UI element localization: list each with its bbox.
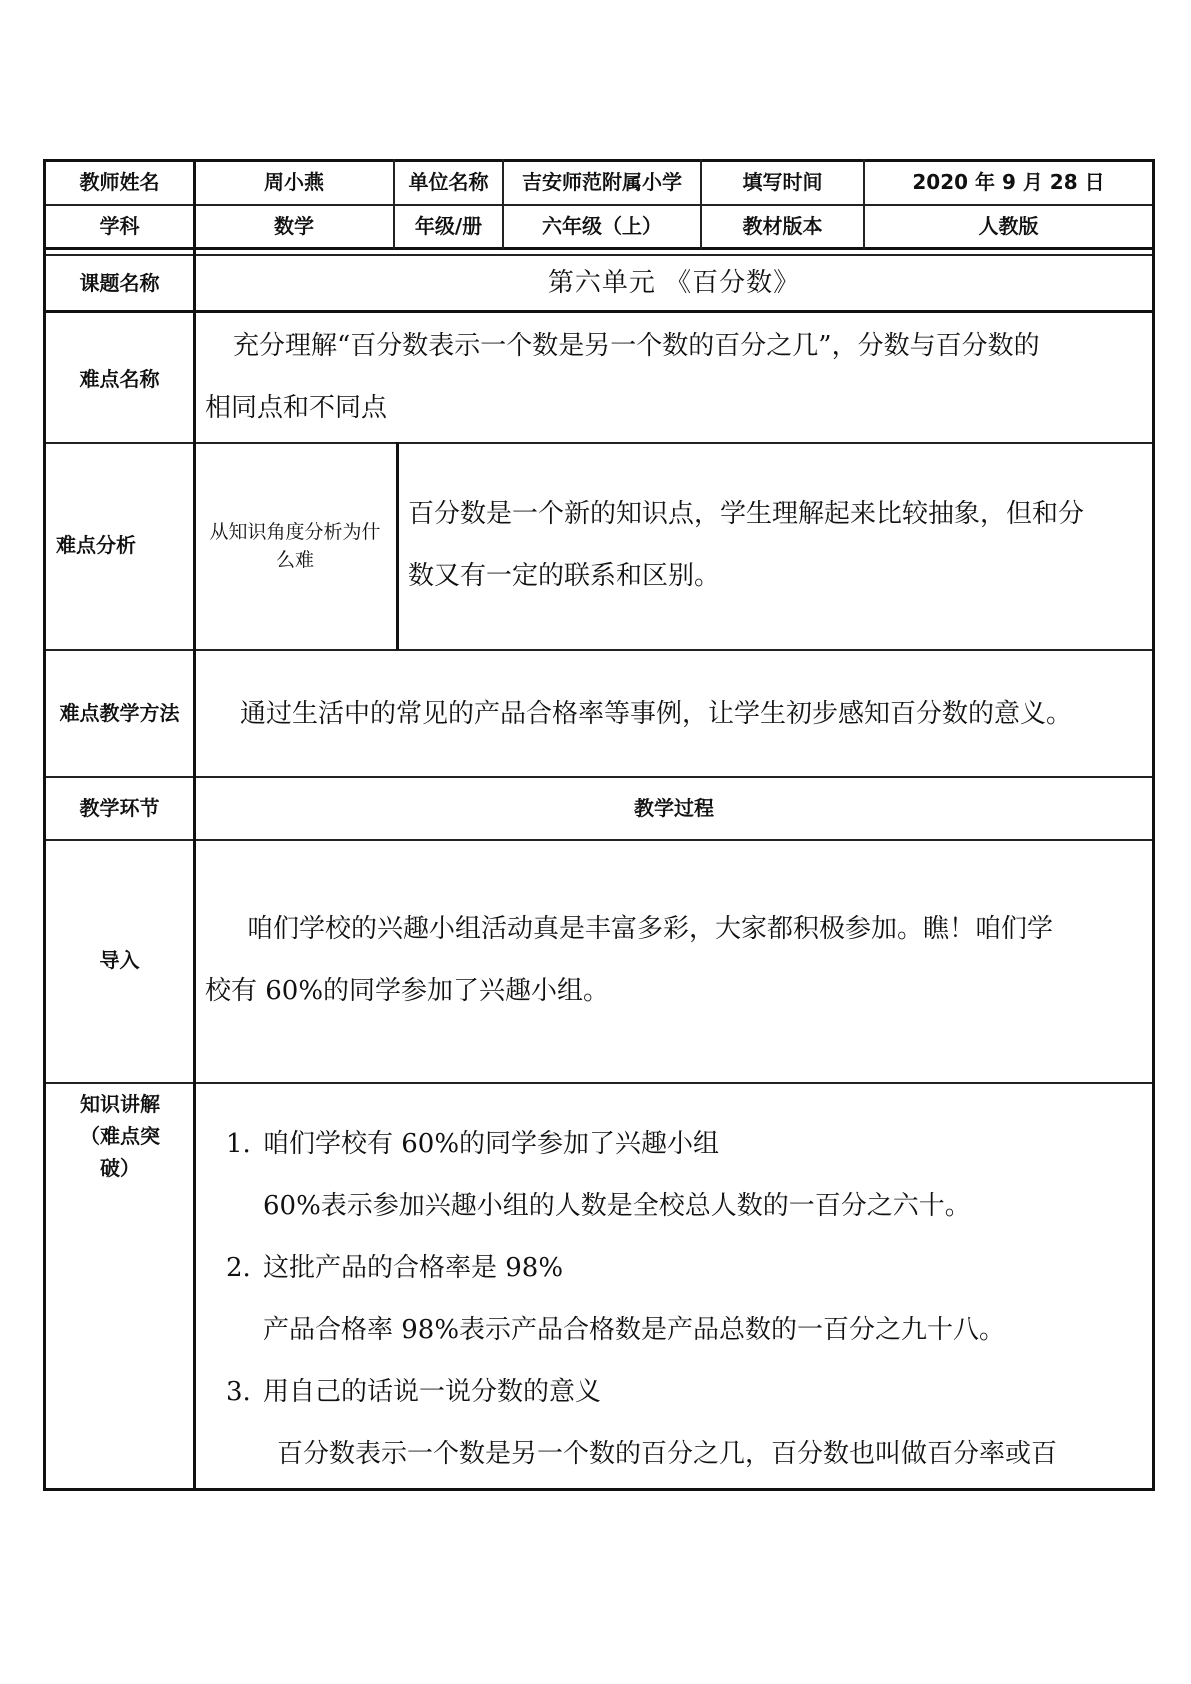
knowledge-item-2-text: 这批产品的合格率是 98% (263, 1253, 564, 1283)
lesson-title-label: 课题名称 (79, 271, 160, 295)
knowledge-item-2-explanation: 产品合格率 98%表示产品合格数是产品总数的一百分之九十八。 (263, 1315, 1006, 1345)
row-divider (43, 649, 1154, 651)
knowledge-item-1-explanation: 60%表示参加兴趣小组的人数是全校总人数的一百分之六十。 (263, 1191, 971, 1221)
edition-label: 教材版本 (742, 214, 823, 238)
row-divider (43, 442, 1154, 444)
intro-line2: 校有 60%的同学参加了兴趣小组。 (205, 976, 610, 1006)
teacher-name-value: 周小燕 (264, 170, 324, 194)
knowledge-item-1-text: 咱们学校有 60%的同学参加了兴趣小组 (263, 1129, 720, 1159)
analysis-line2: 数又有一定的联系和区别。 (408, 561, 721, 591)
grade-value: 六年级（上） (542, 214, 662, 238)
difficulty-analysis-label: 难点分析 (56, 533, 136, 557)
table-border-bottom (43, 1488, 1154, 1491)
row-divider (43, 1082, 1154, 1084)
intro-line1: 咱们学校的兴趣小组活动真是丰富多彩，大家都积极参加。瞧！咱们学 (247, 914, 1054, 944)
fill-date-label: 填写时间 (742, 170, 823, 194)
knowledge-item-2-number: 2. (226, 1253, 251, 1283)
unit-name-value: 吉安师范附属小学 (522, 170, 682, 194)
table-border-right (1152, 159, 1155, 1491)
lesson-title-value: 第六单元 《百分数》 (547, 268, 801, 298)
difficulty-name-label: 难点名称 (79, 367, 160, 391)
analysis-knowledge-angle-label: 从知识角度分析为什么难 (209, 521, 381, 571)
difficulty-name-line1: 充分理解“百分数表示一个数是另一个数的百分之几”，分数与百分数的 (233, 331, 1040, 361)
knowledge-item-3-number: 3. (226, 1377, 251, 1407)
knowledge-item-3-explanation: 百分数表示一个数是另一个数的百分之几，百分数也叫做百分率或百 (277, 1439, 1058, 1469)
fill-date-value: 2020 年 9 月 28 日 (912, 170, 1105, 194)
row-divider (43, 776, 1154, 778)
knowledge-explanation-label: 知识讲解（难点突破） (80, 1092, 160, 1180)
teacher-name-label: 教师姓名 (79, 170, 160, 194)
row-divider (43, 839, 1154, 841)
unit-name-label: 单位名称 (408, 170, 489, 194)
label-column-divider (193, 159, 196, 1491)
teaching-method-value: 通过生活中的常见的产品合格率等事例，让学生初步感知百分数的意义。 (240, 699, 1073, 729)
knowledge-item-1-number: 1. (226, 1129, 251, 1159)
teaching-method-label: 难点教学方法 (59, 701, 180, 725)
edition-value: 人教版 (978, 214, 1039, 238)
difficulty-name-line2: 相同点和不同点 (205, 393, 388, 423)
teaching-process-label: 教学过程 (634, 796, 714, 820)
table-border-top (43, 159, 1154, 162)
row-divider (43, 204, 1154, 206)
intro-label: 导入 (99, 948, 140, 972)
analysis-sub-divider (396, 442, 399, 650)
grade-label: 年级/册 (414, 214, 483, 238)
table-border-left (43, 159, 46, 1491)
analysis-line1: 百分数是一个新的知识点，学生理解起来比较抽象，但和分 (408, 499, 1085, 529)
subject-value: 数学 (274, 214, 314, 238)
knowledge-item-3-text: 用自己的话说一说分数的意义 (263, 1377, 602, 1407)
row-divider (43, 247, 1154, 250)
subject-label: 学科 (99, 214, 140, 238)
teaching-stage-label: 教学环节 (79, 796, 160, 820)
